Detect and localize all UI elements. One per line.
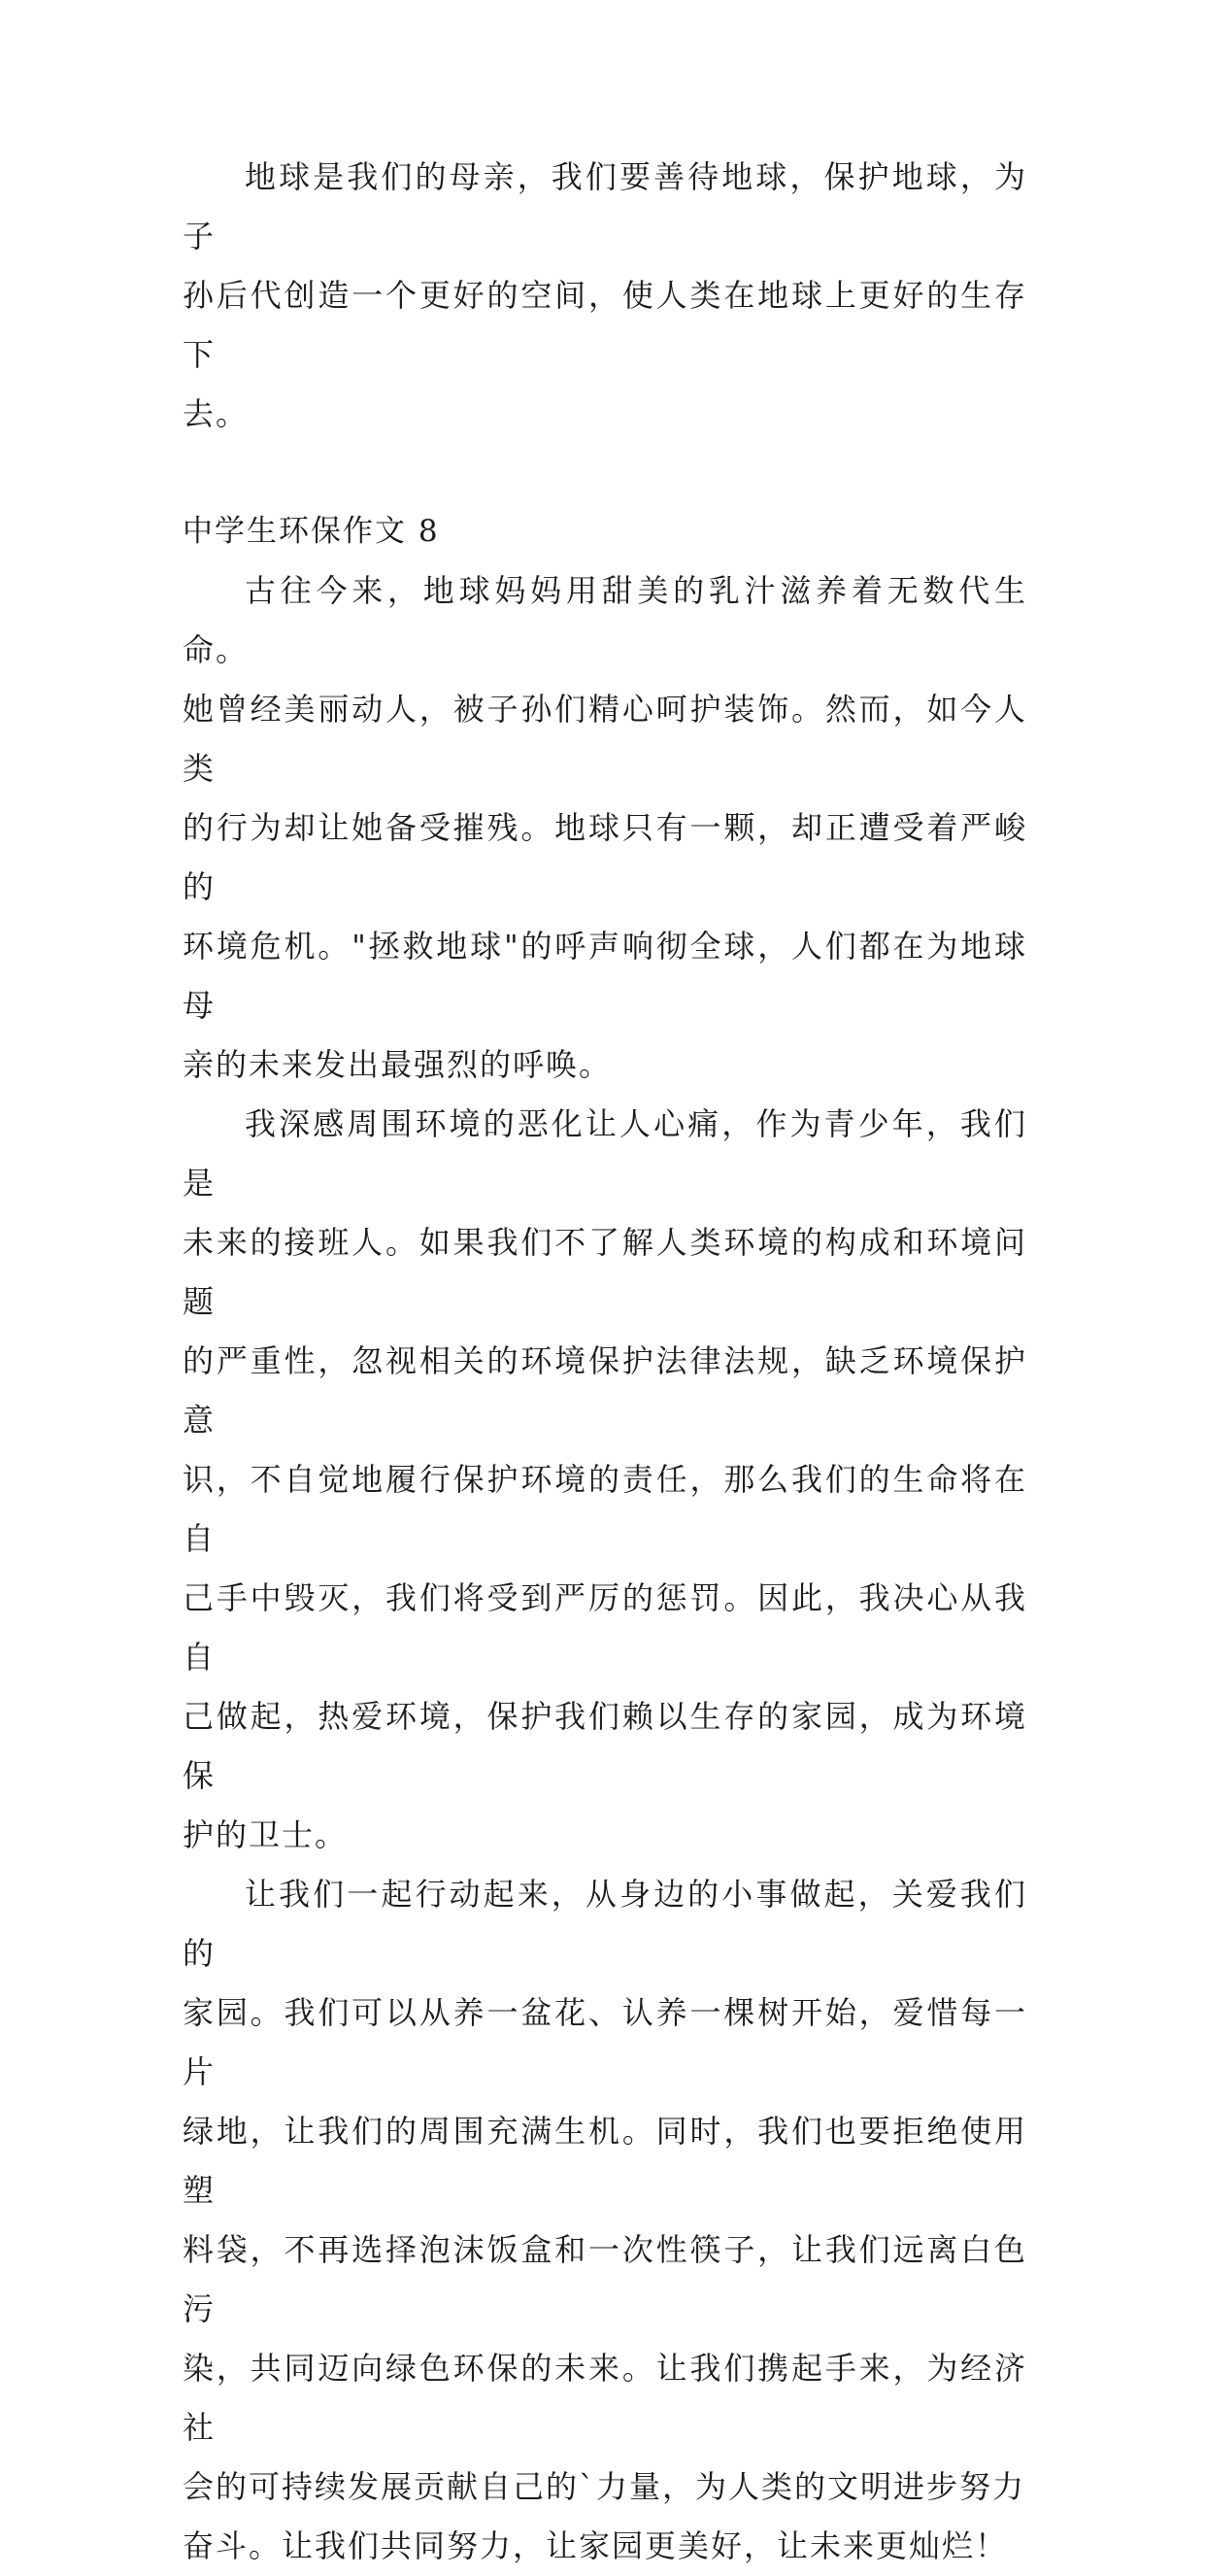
body-paragraph-3: 让我们一起行动起来，从身边的小事做起，关爱我们的 家园。我们可以从养一盆花、认养一棵树开始，爱惜每一片 绿地，让我们的周围充满生机。同时，我们也要拒绝使用塑 料袋，不再选择泡沫饭盒和一次性筷子，让我们远离白色污 染，共同迈向绿色环保的未来。让我们携起手来，为经济社 会的可持续发展贡献自己的`力量，为人类的文明进步努力 奋斗。让我们共同努力，让家园更美好，让未来更灿烂！ xyxy=(183,1876,1027,2564)
body-paragraph-1: 古往今来，地球妈妈用甜美的乳汁滋养着无数代生命。 她曾经美丽动人，被子孙们精心呵护装饰。然而，如今人类 的行为却让她备受摧残。地球只有一颗，却正遭受着严峻的 环境危机。"拯救地球"的呼声响彻全球，人们都在为地球母 亲的未来发出最强烈的呼唤。 xyxy=(183,572,1027,1083)
section-heading: 中学生环保作文 8 xyxy=(183,514,440,549)
document-body xyxy=(183,148,1027,2576)
intro-paragraph: 地球是我们的母亲，我们要善待地球，保护地球，为子 孙后代创造一个更好的空间，使人类在地球上更好的生存下 去。 xyxy=(183,158,1027,432)
body-paragraph-2: 我深感周围环境的恶化让人心痛，作为青少年，我们是 未来的接班人。如果我们不了解人类环境的构成和环境问题 的严重性，忽视相关的环境保护法律法规，缺乏环境保护意 识，不自觉地履行保护环境的责任，那么我们的生命将在自 己手中毁灭，我们将受到严厉的惩罚。因此，我决心从我自 己做起，热爱环境，保护我们赖以生存的家园，成为环境保 护的卫士。 xyxy=(183,1105,1027,1853)
